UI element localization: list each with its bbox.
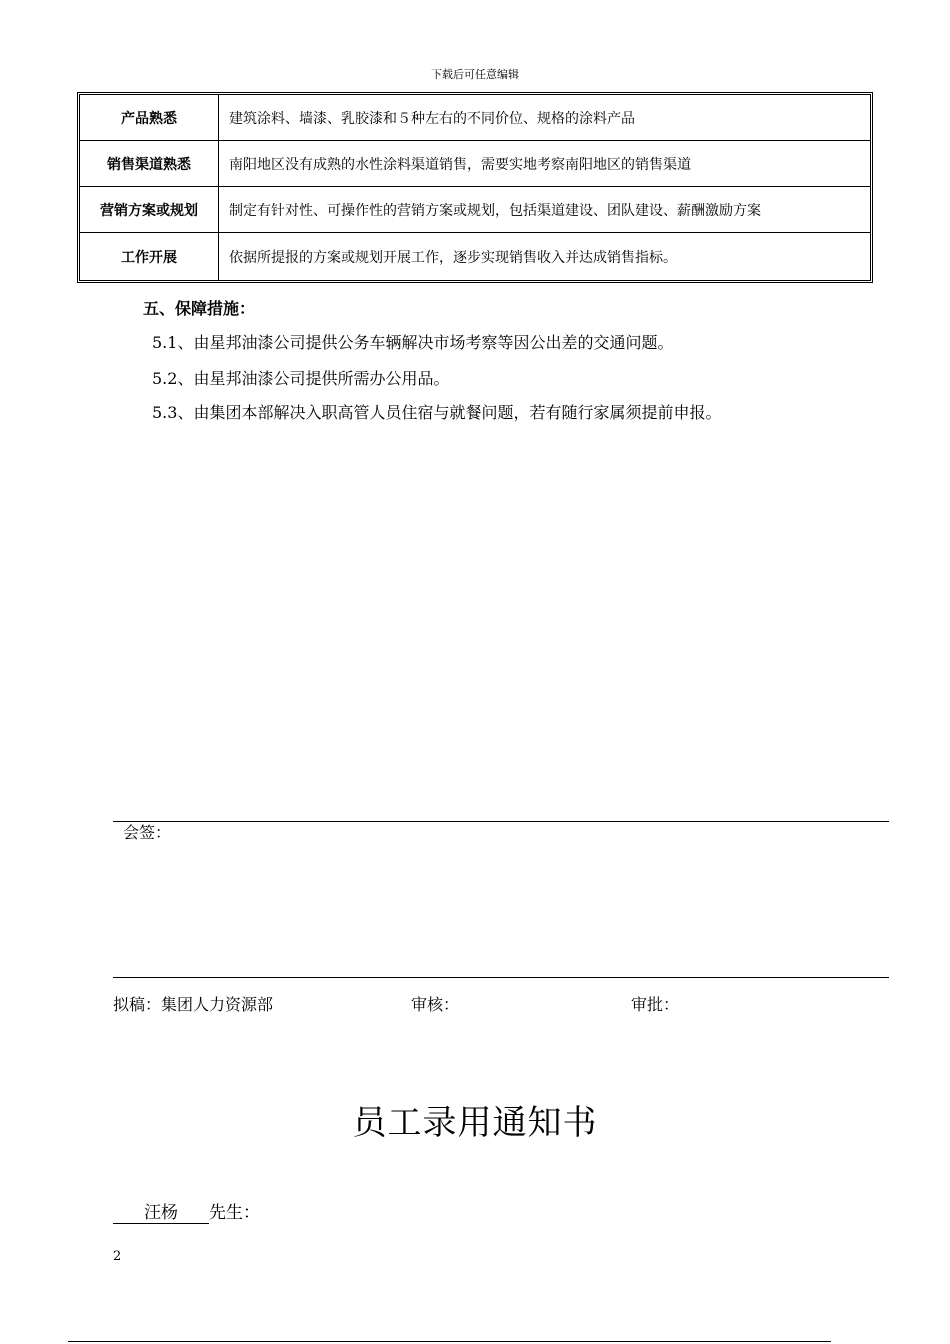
review-label: 审核：	[411, 995, 460, 1014]
salutation: 先生：	[209, 1203, 260, 1223]
section-heading: 五、保障措施：	[143, 299, 256, 318]
row-label: 产品熟悉	[80, 95, 219, 141]
row-label: 销售渠道熟悉	[80, 141, 219, 187]
row-content: 制定有针对性、可操作性的营销方案或规划，包括渠道建设、团队建设、薪酬激励方案	[219, 187, 870, 233]
requirements-table	[77, 92, 873, 283]
table-row	[80, 141, 870, 187]
page-bottom-rule	[68, 1341, 831, 1342]
table-row	[80, 95, 870, 141]
section-item: 5.1、由星邦油漆公司提供公务车辆解决市场考察等因公出差的交通问题。	[152, 333, 674, 352]
section-item: 5.2、由星邦油漆公司提供所需办公用品。	[152, 369, 450, 388]
page-header-note: 下载后可任意编辑	[431, 68, 519, 81]
row-content: 南阳地区没有成熟的水性涂料渠道销售，需要实地考察南阳地区的销售渠道	[219, 141, 870, 187]
table-row	[80, 187, 870, 233]
recipient-name: 汪杨	[113, 1198, 209, 1224]
row-label: 营销方案或规划	[80, 187, 219, 233]
row-content: 建筑涂料、墙漆、乳胶漆和５种左右的不同价位、规格的涂料产品	[219, 95, 870, 141]
signoff-rule	[113, 977, 889, 978]
section-item: 5.3、由集团本部解决入职高管人员住宿与就餐问题，若有随行家属须提前申报。	[152, 403, 722, 422]
page-number: 2	[113, 1249, 122, 1264]
drafter-label: 拟稿：集团人力资源部	[113, 995, 274, 1014]
approve-label: 审批：	[631, 995, 680, 1014]
recipient-line	[113, 1198, 260, 1224]
table-row	[80, 233, 870, 280]
notice-title: 员工录用通知书	[352, 1103, 598, 1143]
countersign-label: 会签：	[123, 823, 172, 842]
countersign-rule	[113, 821, 889, 822]
row-label: 工作开展	[80, 233, 219, 280]
row-content: 依据所提报的方案或规划开展工作，逐步实现销售收入并达成销售指标。	[229, 249, 677, 266]
